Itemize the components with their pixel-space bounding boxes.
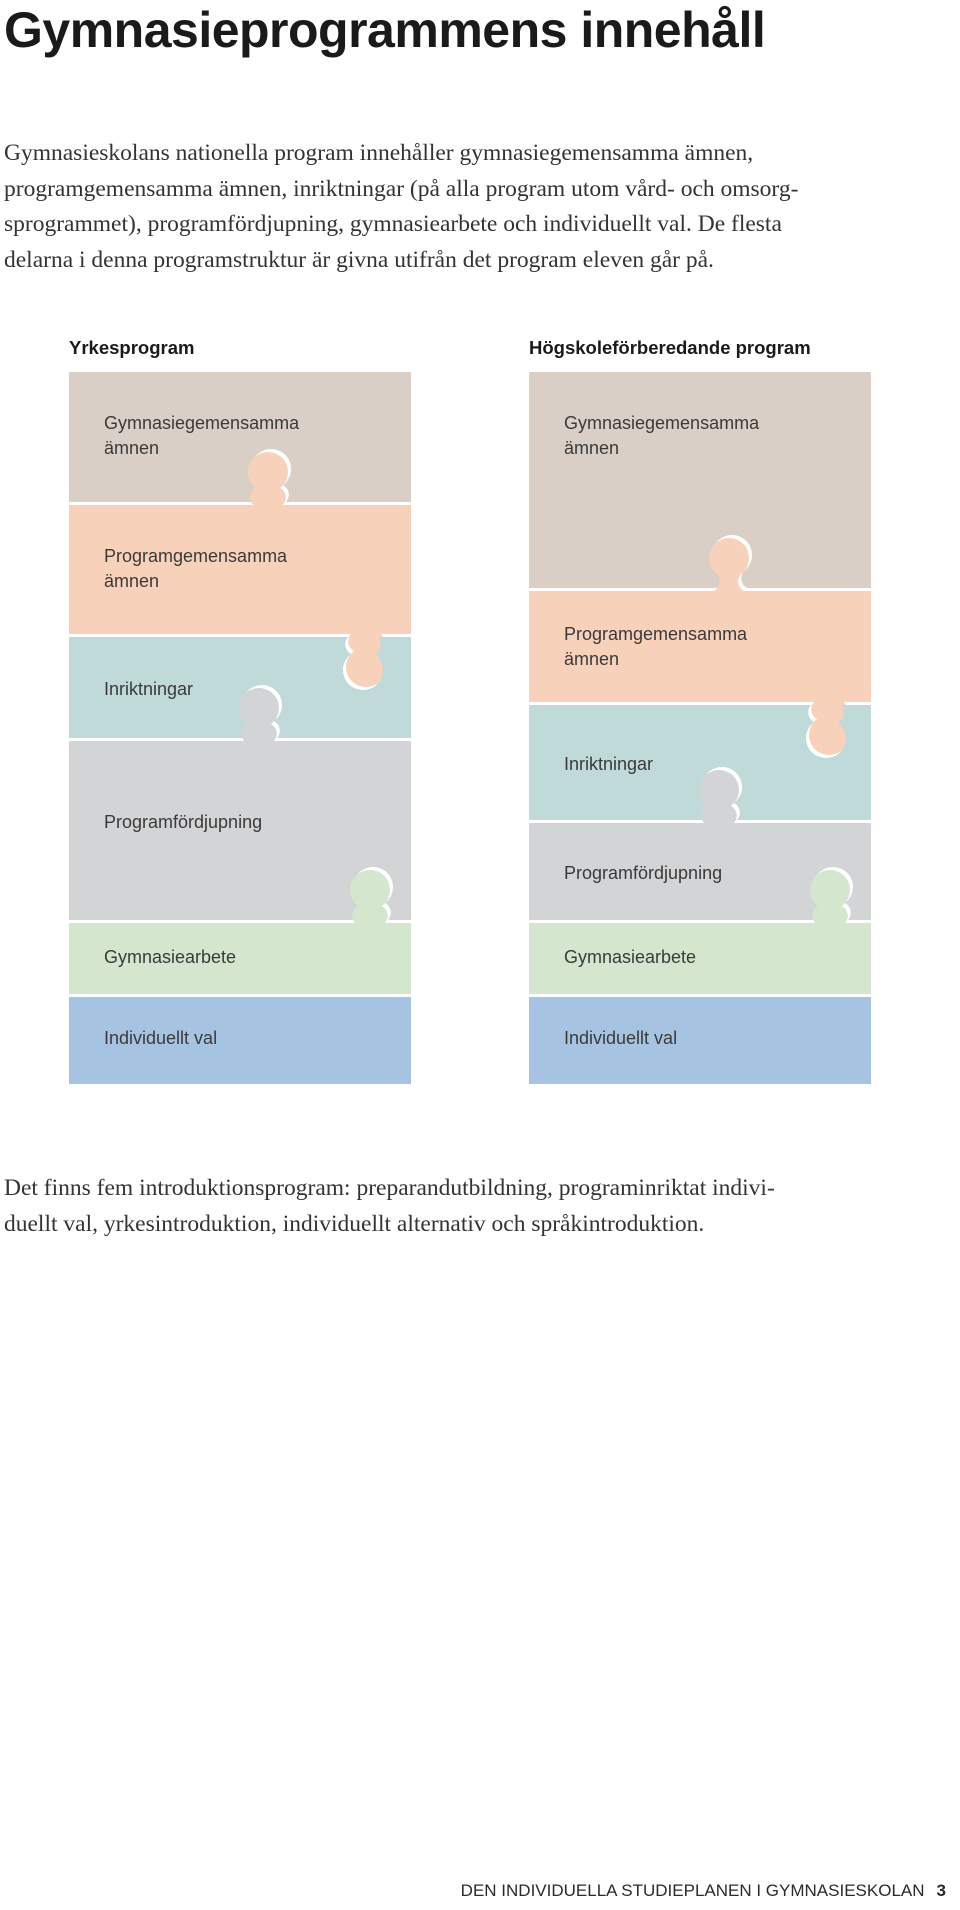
outro-line: duellt val, yrkesintroduktion, individuellt alternativ och språkintroduktion. — [4, 1211, 705, 1237]
yrkesprogram-heading: Yrkesprogram — [69, 337, 195, 358]
outro-line: Det finns fem introduktionsprogram: preparandutbildning, programinriktat indivi- — [4, 1175, 775, 1201]
yrkesprogram-puzzle-graphic — [69, 372, 411, 1084]
block-label-inriktningar: Inriktningar — [564, 754, 654, 774]
intro-paragraph — [4, 136, 944, 278]
block-label-individuellt-val: Individuellt val — [104, 1028, 218, 1048]
block-label-inriktningar: Inriktningar — [104, 679, 194, 699]
outro-paragraph — [4, 1170, 944, 1242]
intro-line: programgemensamma ämnen, inriktningar (på alla program utom vård- och omsorg- — [4, 175, 799, 202]
block-label-individuellt-val: Individuellt val — [564, 1028, 678, 1048]
puzzle-piece-gymnasiegemensamma — [529, 372, 871, 588]
block-label-gymnasiegemensamma: Gymnasiegemensamma ämnen — [104, 413, 300, 458]
hogskoleforberedande-heading: Högskoleförberedande program — [529, 337, 811, 358]
block-label-gymnasiearbete: Gymnasiearbete — [564, 947, 697, 967]
hogskoleforberedande-puzzle — [529, 372, 871, 1084]
block-label-programfordjupning: Programfördjupning — [564, 863, 723, 883]
block-label-programfordjupning: Programfördjupning — [104, 812, 263, 832]
intro-line: Gymnasieskolans nationella program innehåller gymnasiegemensamma ämnen, — [4, 140, 754, 166]
intro-line: delarna i denna programstruktur är givna utifrån det program eleven går på. — [4, 246, 714, 273]
block-label-gymnasiegemensamma: Gymnasiegemensamma ämnen — [564, 413, 760, 458]
yrkesprogram-puzzle — [69, 372, 411, 1084]
hogskoleforberedande-puzzle-graphic — [529, 372, 871, 1084]
page-title: Gymnasieprogrammens innehåll — [4, 2, 766, 58]
block-label-programgemensamma: Programgemensamma ämnen — [564, 624, 748, 669]
page-number: 3 — [936, 1881, 946, 1900]
block-label-programgemensamma: Programgemensamma ämnen — [104, 546, 288, 591]
page-footer — [461, 1880, 946, 1902]
intro-line: sprogrammet), programfördjupning, gymnasiearbete och individuellt val. De flesta — [4, 211, 782, 237]
block-label-gymnasiearbete: Gymnasiearbete — [104, 947, 237, 967]
footer-text: DEN INDIVIDUELLA STUDIEPLANEN I GYMNASIESKOLAN — [460, 1881, 925, 1900]
